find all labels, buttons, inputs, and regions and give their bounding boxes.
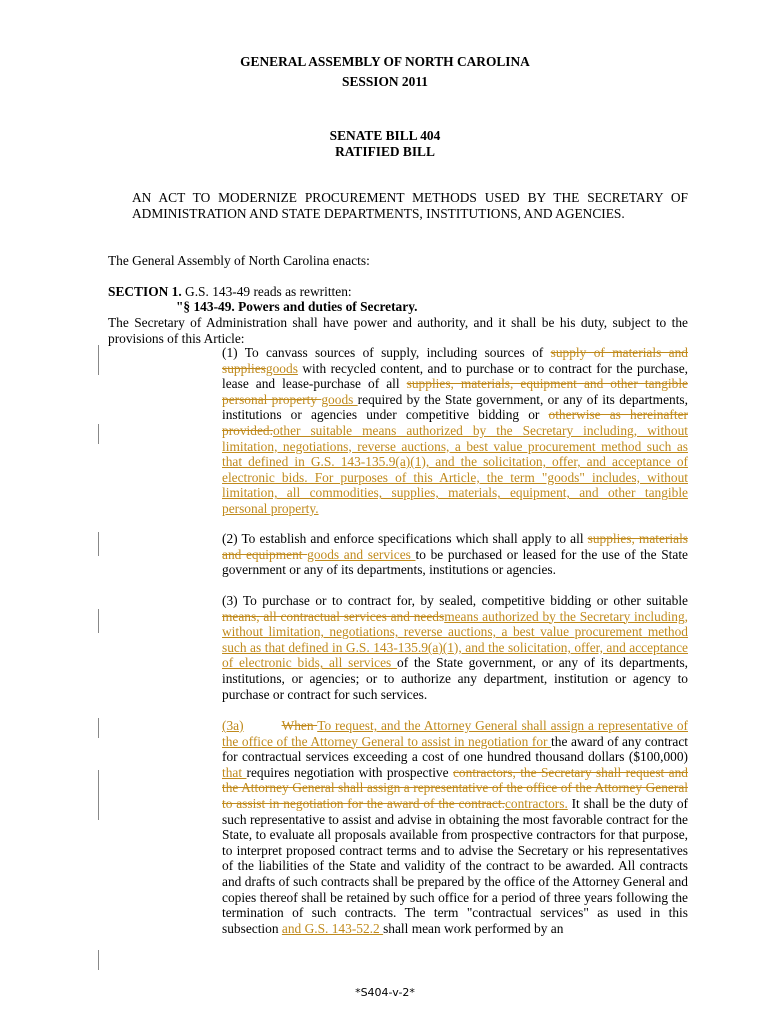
inserted-text: contractors. <box>504 795 568 811</box>
subdivision-3a: (3a) When To request, and the Attorney General shall assign a representative of the office of the Attorney General to assist in negotiation for the award of any contract for contractual services exceeding a cost of one hundred thousand dollars ($100,000) that requires negotiation with prospective contractors, the Secretary shall request and the Attorney General shall assign a representative of the office of the Attorney General to assist in negotiation for the award of the contract.contractors. It shall be the duty of such representative to assist and advise in obtaining the most favorable contract for the State, to evaluate all proposals available from prospective contractors for that purpose, to interpret proposed contract terms and to advise the Secretary or his representatives of the liabilities of the State and validity of the contract to be awarded. All contracts and drafts of such contracts shall be prepared by the office of the Attorney General and copies thereof shall be retained by such office for a period of three years following the termination of such contracts. The term "contractual services" as used in this subsection and G.S. 143-52.2 shall mean work performed by an <box>222 718 689 936</box>
section-label: SECTION 1. <box>108 284 182 299</box>
change-bar <box>98 770 99 820</box>
subdivision-2: (2) To establish and enforce specifications which shall apply to all supplies, materials and equipment goods and services to be purchased or leased for the use of the State government or any of its departments, institutions or agencies. <box>222 531 688 578</box>
section-line <box>108 284 688 300</box>
deleted-text: supply of materials and supplies <box>222 345 688 376</box>
deleted-text: When <box>281 718 318 733</box>
change-bar <box>98 532 99 556</box>
section-heading: "§ 143-49. Powers and duties of Secretary. <box>176 299 418 314</box>
enacting-clause: The General Assembly of North Carolina enacts: <box>108 253 370 268</box>
inserted-text: and G.S. 143-52.2 <box>281 920 384 936</box>
section-intro: The Secretary of Administration shall have power and authority, and it shall be his duty, subject to the provisions of this Article: <box>108 315 688 346</box>
subdivision-3: (3) To purchase or to contract for, by sealed, competitive bidding or other suitable means, all contractual services and needsmeans authorized by the Secretary including, without limitation, negotiations, reverse auctions, a best value procurement method such as that defined in G.S. 143-135.9(a)(1), and the solicitation, offer, and acceptance of electronic bids, all services of the State government, or any of its departments, institutions, or agencies; or to authorize any department, institution or agency to purchase or contract for such services. <box>222 593 688 702</box>
change-bar <box>98 609 99 633</box>
deleted-text: otherwise as hereinafter provided. <box>222 407 688 438</box>
session-heading: SESSION 2011 <box>342 74 428 89</box>
inserted-text: goods <box>265 360 298 376</box>
bill-status: RATIFIED BILL <box>335 144 435 159</box>
inserted-text: (3a) <box>222 718 244 733</box>
deleted-text: means, all contractual services and needs <box>222 608 445 624</box>
assembly-heading: GENERAL ASSEMBLY OF NORTH CAROLINA <box>240 54 530 69</box>
inserted-text: goods <box>321 391 358 407</box>
inserted-text: goods and services <box>307 546 416 562</box>
subdivision-1: (1) To canvass sources of supply, including sources of supply of materials and suppliesgoods with recycled content, and to purchase or to contract for the purchase, lease and lease-purchase of all supplies, materials, equipment and other tangible personal property goods required by the State government, or any of its departments, institutions or agencies under competitive bidding or otherwise as hereinafter provided.other suitable means authorized by the Secretary including, without limitation, negotiations, reverse auctions, a best value procurement method such as that defined in G.S. 143-135.9(a)(1), and the solicitation, offer, and acceptance of electronic bids. For purposes of this Article, the term "goods" includes, without limitation, all commodities, supplies, materials, equipment, and other tangible personal property. <box>222 345 688 516</box>
change-bar <box>98 424 99 444</box>
deleted-text: contractors, the Secretary shall request and the Attorney General shall assign a representative of the office of the Attorney General to assist in negotiation for the award of the contract. <box>222 764 689 811</box>
deleted-text: supplies, materials, equipment and other tangible personal property <box>222 376 688 407</box>
inserted-text: means authorized by the Secretary including, without limitation, negotiations, reverse auctions, a best value procurement method such as that defined in G.S. 143-135.9(a)(1), and the solicitation, offer, and acceptance of electronic bids, all services <box>222 608 688 671</box>
change-bar <box>98 950 99 970</box>
act-title: AN ACT TO MODERNIZE PROCUREMENT METHODS USED BY THE SECRETARY OF ADMINISTRATION AND STATE DEPARTMENTS, INSTITUTIONS, AND AGENCIES. <box>132 190 688 221</box>
bill-number: SENATE BILL 404 <box>329 128 441 143</box>
change-bar <box>98 345 99 375</box>
deleted-text: supplies, materials and equipment <box>222 531 688 562</box>
section-text: G.S. 143-49 reads as rewritten: <box>185 284 352 299</box>
inserted-text: To request, and the Attorney General shall assign a representative of the office of the Attorney General to assist in negotiation for <box>222 718 688 749</box>
change-bar <box>98 718 99 738</box>
page-footer: *S404-v-2* <box>355 986 415 999</box>
inserted-text: that <box>222 764 247 780</box>
inserted-text: other suitable means authorized by the Secretary including, without limitation, negotiations, reverse auctions, a best value procurement method such as that defined in G.S. 143-135.9(a)(1), and the solicitation, offer, and acceptance of electronic bids. For purposes of this Article, the term "goods" includes, without limitation, all commodities, supplies, materials, equipment, and other tangible personal property. <box>222 422 688 516</box>
